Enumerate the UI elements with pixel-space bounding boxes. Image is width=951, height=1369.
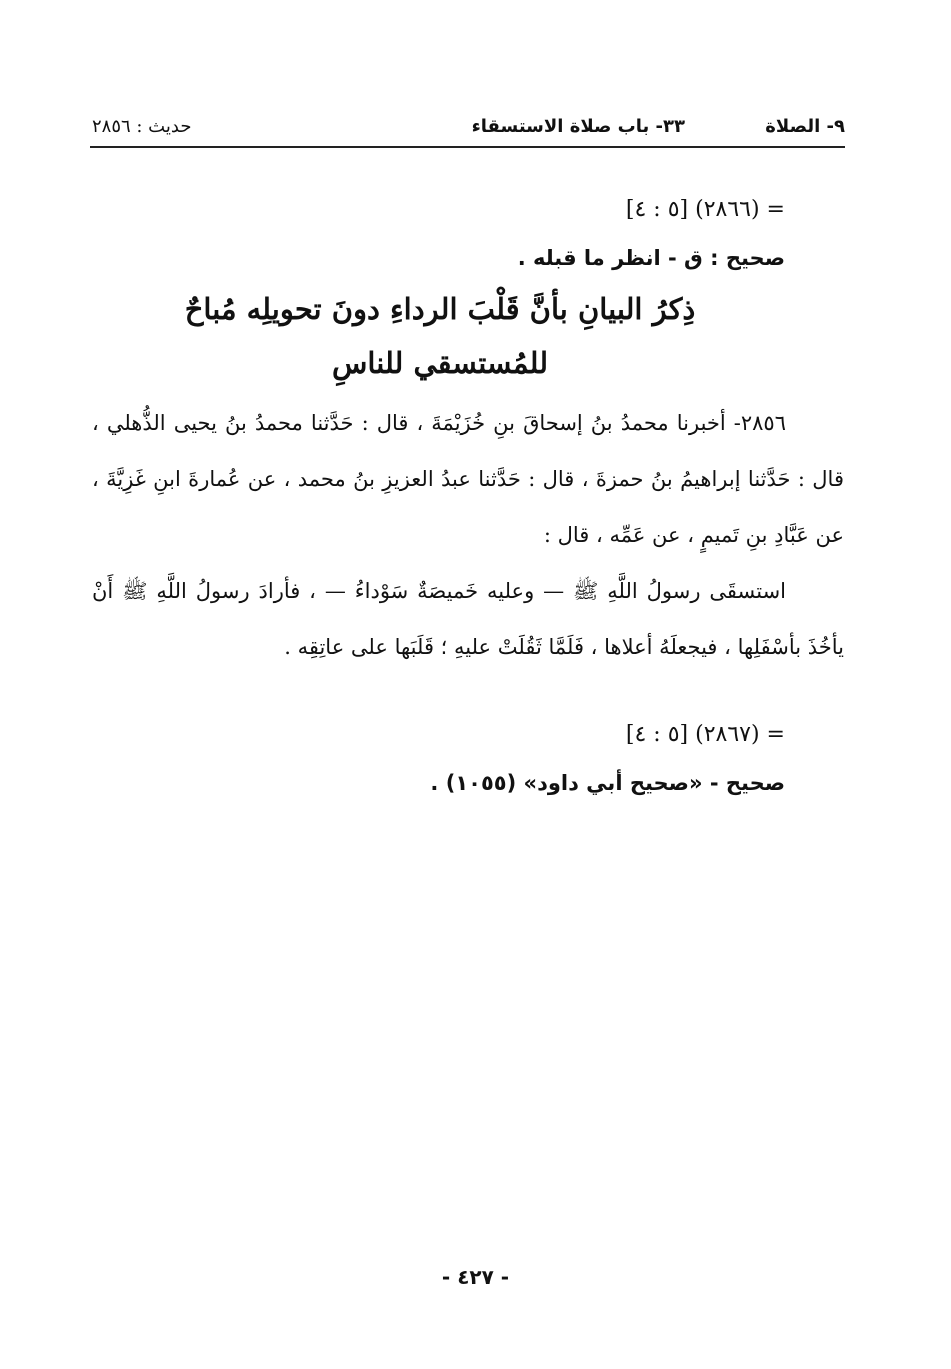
hadith-isnad: ٢٨٥٦- أخبرنا محمدُ بنُ إسحاقَ بنِ خُزَيْمَةَ ، قال : حَدَّثنا محمدُ بنُ يحيى الذُّهلي ، قال : حَدَّثنا إبراهيمُ بنُ حمزةَ ، قال : حَدَّثنا عبدُ العزيزِ بنُ محمد ، عن عُمارةَ ابنِ غَزِيَّةَ ، عن عَبَّادِ بنِ تَميمٍ ، عن عَمِّه ، قال : (92, 411, 844, 547)
previous-reference: = (٢٨٦٦) [٥ : ٤] (625, 197, 785, 222)
header-chapter: ٩- الصلاة (765, 116, 845, 137)
page-number: - ٤٢٧ - (441, 1265, 510, 1289)
header-hadith-number: حديث : ٢٨٥٦ (92, 116, 192, 137)
chapter-title: ذِكرُ البيانِ بأنَّ قَلْبَ الرداءِ دونَ تحويلِه مُباحٌ للمُستسقي للناسِ (184, 292, 696, 380)
previous-hadith-tail (95, 190, 785, 400)
page-header (90, 112, 845, 148)
header-section: ٣٣- باب صلاة الاستسقاء (471, 116, 685, 137)
hadith-grade: صحيح - «صحيح أبي داود» (١٠٥٥) . (430, 771, 785, 795)
hadith-footer (95, 715, 785, 807)
hadith-reference: = (٢٨٦٧) [٥ : ٤] (625, 722, 785, 747)
hadith-matn: استسقَى رسولُ اللَّهِ ﷺ — وعليه خَميصَةٌ سَوْداءُ — ، فأرادَ رسولُ اللَّهِ ﷺ أَنْ يأخُذَ بأسْفَلِها ، فيجعلَهُ أعلاها ، فَلَمَّا ثَقُلَتْ عليهِ ؛ قَلَبَها على عاتِقِه . (92, 579, 844, 659)
previous-grade: صحيح : ق - انظر ما قبله . (517, 246, 785, 270)
hadith-text (92, 395, 844, 675)
